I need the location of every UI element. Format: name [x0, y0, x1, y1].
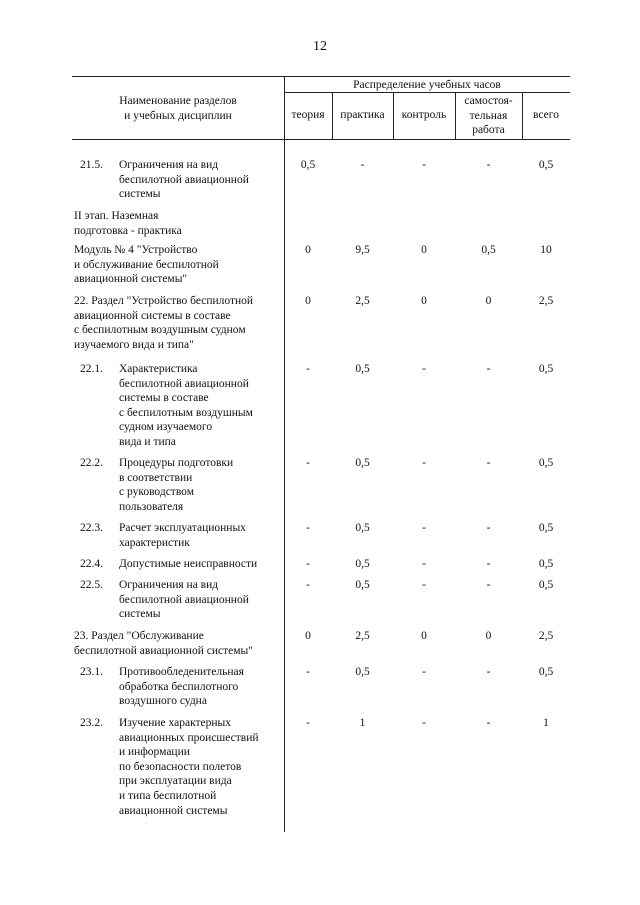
cell-theory: 0 [305, 244, 311, 256]
row-title-line: Допустимые неисправности [119, 558, 258, 570]
row-title [119, 557, 257, 572]
row-title-line: авиационной системы [119, 804, 228, 817]
row-title-line: вида и типа [119, 435, 176, 448]
cell-self-study: 0,5 [481, 244, 496, 256]
row-title-line: судном изучаемого [119, 421, 213, 434]
header-name-line: Наименование разделов [119, 95, 237, 107]
table-top-rule [72, 76, 570, 77]
row-title-line: воздушного судна [119, 695, 207, 708]
cell-control: - [422, 159, 426, 171]
row-title-line: авиационных происшествий [119, 731, 259, 744]
row-number: 23.2. [80, 717, 103, 729]
cell-total: 0,5 [538, 457, 554, 469]
row-title-line: и информации [119, 746, 190, 759]
header-self-study [455, 94, 522, 138]
row-title-line: беспилотной авиационной [119, 377, 249, 390]
cell-total: 2,5 [538, 295, 554, 307]
row-title-line: беспилотной авиационной [119, 593, 249, 606]
row-title-line: Противообледенительная [119, 666, 244, 678]
row-title-line: системы [119, 188, 161, 201]
cell-total: 10 [540, 244, 552, 256]
cell-practice: 9,5 [355, 244, 370, 256]
cell-control: - [422, 522, 426, 534]
cell-self-study: - [486, 717, 491, 729]
row-title-line: беспилотной авиационной системы" [74, 644, 253, 657]
cell-control: - [422, 579, 426, 591]
cell-total: 0,5 [538, 558, 554, 570]
row-title-line: Ограничения на вид [119, 579, 219, 591]
cell-total: 0,5 [538, 363, 554, 375]
cell-control: 0 [421, 295, 427, 307]
cell-theory: - [306, 666, 310, 678]
header-self-line: работа [472, 124, 505, 137]
cell-practice: 0,5 [355, 457, 370, 469]
row-title [119, 578, 249, 622]
page-number: 12 [313, 39, 327, 54]
header-name-column [72, 94, 284, 123]
cell-practice: - [360, 159, 365, 171]
header-self-line: тельная [469, 109, 508, 122]
header-self-line: самостоя- [464, 95, 513, 107]
cell-self-study: - [486, 558, 491, 570]
header-name-line: и учебных дисциплин [124, 109, 232, 122]
row-number: 22.5. [80, 579, 103, 591]
cell-self-study: - [486, 363, 491, 375]
row-number: 22.2. [80, 457, 103, 469]
row-title-line: Процедуры подготовки [119, 457, 234, 469]
cell-total: 0,5 [538, 159, 554, 171]
row-title-line: Модуль № 4 "Устройство [74, 244, 198, 256]
cell-control: - [422, 558, 426, 570]
cell-control: - [422, 666, 426, 678]
cell-practice: 2,5 [355, 630, 370, 642]
cell-theory: 0,5 [300, 159, 316, 171]
row-title-line: в соответствии [119, 471, 193, 484]
header-total: всего [533, 109, 559, 121]
row-title-line: системы [119, 608, 161, 621]
row-title-line: 23. Раздел "Обслуживание [74, 630, 204, 642]
row-title [74, 629, 253, 658]
row-number: 21.5. [80, 159, 103, 171]
row-title-line: и обслуживание беспилотной [74, 258, 219, 271]
cell-control: - [422, 457, 426, 469]
row-title-line: Ограничения на вид [119, 159, 219, 171]
cell-total: 1 [543, 717, 549, 729]
row-title-line: беспилотной авиационной [119, 173, 249, 186]
cell-practice: 0,5 [355, 558, 370, 570]
row-number: 22.1. [80, 363, 103, 375]
cell-practice: 0,5 [355, 579, 370, 591]
cell-control: 0 [421, 244, 427, 256]
cell-self-study: - [486, 579, 491, 591]
row-title-line: авиационной системы" [74, 273, 188, 286]
row-title [119, 362, 253, 450]
header-practice: практика [340, 109, 385, 121]
cell-total: 0,5 [538, 522, 554, 534]
cell-control: 0 [421, 630, 427, 642]
cell-theory: - [306, 457, 310, 469]
header-theory: теория [291, 109, 325, 121]
header-control: контроль [401, 109, 447, 121]
header-bottom-rule [72, 139, 570, 140]
row-title [119, 716, 259, 818]
row-title [74, 209, 182, 238]
cell-practice: 0,5 [355, 666, 370, 678]
cell-theory: 0 [305, 295, 311, 307]
row-title-line: Расчет эксплуатационных [119, 522, 246, 534]
row-title [74, 294, 253, 352]
cell-control: - [422, 717, 426, 729]
cell-self-study: - [486, 666, 491, 678]
header-group: Распределение учебных часов [353, 79, 501, 91]
cell-practice: 0,5 [355, 363, 370, 375]
row-title-line: при эксплуатации вида [119, 775, 232, 788]
row-title [119, 521, 246, 550]
row-title-line: авиационной системы в составе [74, 309, 231, 322]
row-title-line: обработка беспилотного [119, 680, 239, 693]
row-number: 23.1. [80, 666, 103, 678]
cell-self-study: 0 [485, 295, 492, 307]
cell-total: 0,5 [538, 579, 554, 591]
cell-total: 0,5 [538, 666, 554, 678]
row-title-line: Характеристика [119, 363, 198, 375]
cell-practice: 1 [359, 717, 366, 729]
row-title-line: с беспилотным воздушным судном [74, 324, 246, 337]
row-title-line: характеристик [119, 536, 190, 549]
row-title [74, 243, 219, 287]
row-number: 22.4. [80, 558, 103, 570]
cell-self-study: 0 [485, 630, 492, 642]
cell-theory: - [306, 363, 310, 375]
row-number: 22.3. [80, 522, 103, 534]
cell-total: 2,5 [538, 630, 554, 642]
row-title-line: 22. Раздел "Устройство беспилотной [74, 295, 254, 307]
row-title-line: II этап. Наземная [74, 210, 159, 222]
cell-self-study: - [486, 522, 491, 534]
row-title-line: по безопасности полетов [119, 760, 242, 773]
cell-control: - [422, 363, 426, 375]
row-title-line: с беспилотным воздушным [119, 406, 253, 419]
row-title [119, 665, 244, 709]
row-title-line: изучаемого вида и типа" [74, 338, 194, 351]
row-title-line: пользователя [119, 500, 184, 513]
row-title [119, 158, 249, 202]
row-title-line: с руководством [119, 486, 194, 499]
row-title-line: и типа беспилотной [119, 789, 217, 802]
cell-theory: 0 [305, 630, 311, 642]
cell-theory: - [306, 522, 310, 534]
row-title-line: Изучение характерных [119, 717, 232, 729]
cell-self-study: - [486, 457, 491, 469]
cell-practice: 0,5 [355, 522, 370, 534]
cell-practice: 2,5 [355, 295, 370, 307]
cell-self-study: - [486, 159, 491, 171]
row-title-line: подготовка - практика [74, 224, 182, 237]
row-title [119, 456, 233, 514]
row-title-line: системы в составе [119, 392, 209, 405]
cell-theory: - [306, 558, 310, 570]
cell-theory: - [306, 717, 310, 729]
cell-theory: - [306, 579, 310, 591]
